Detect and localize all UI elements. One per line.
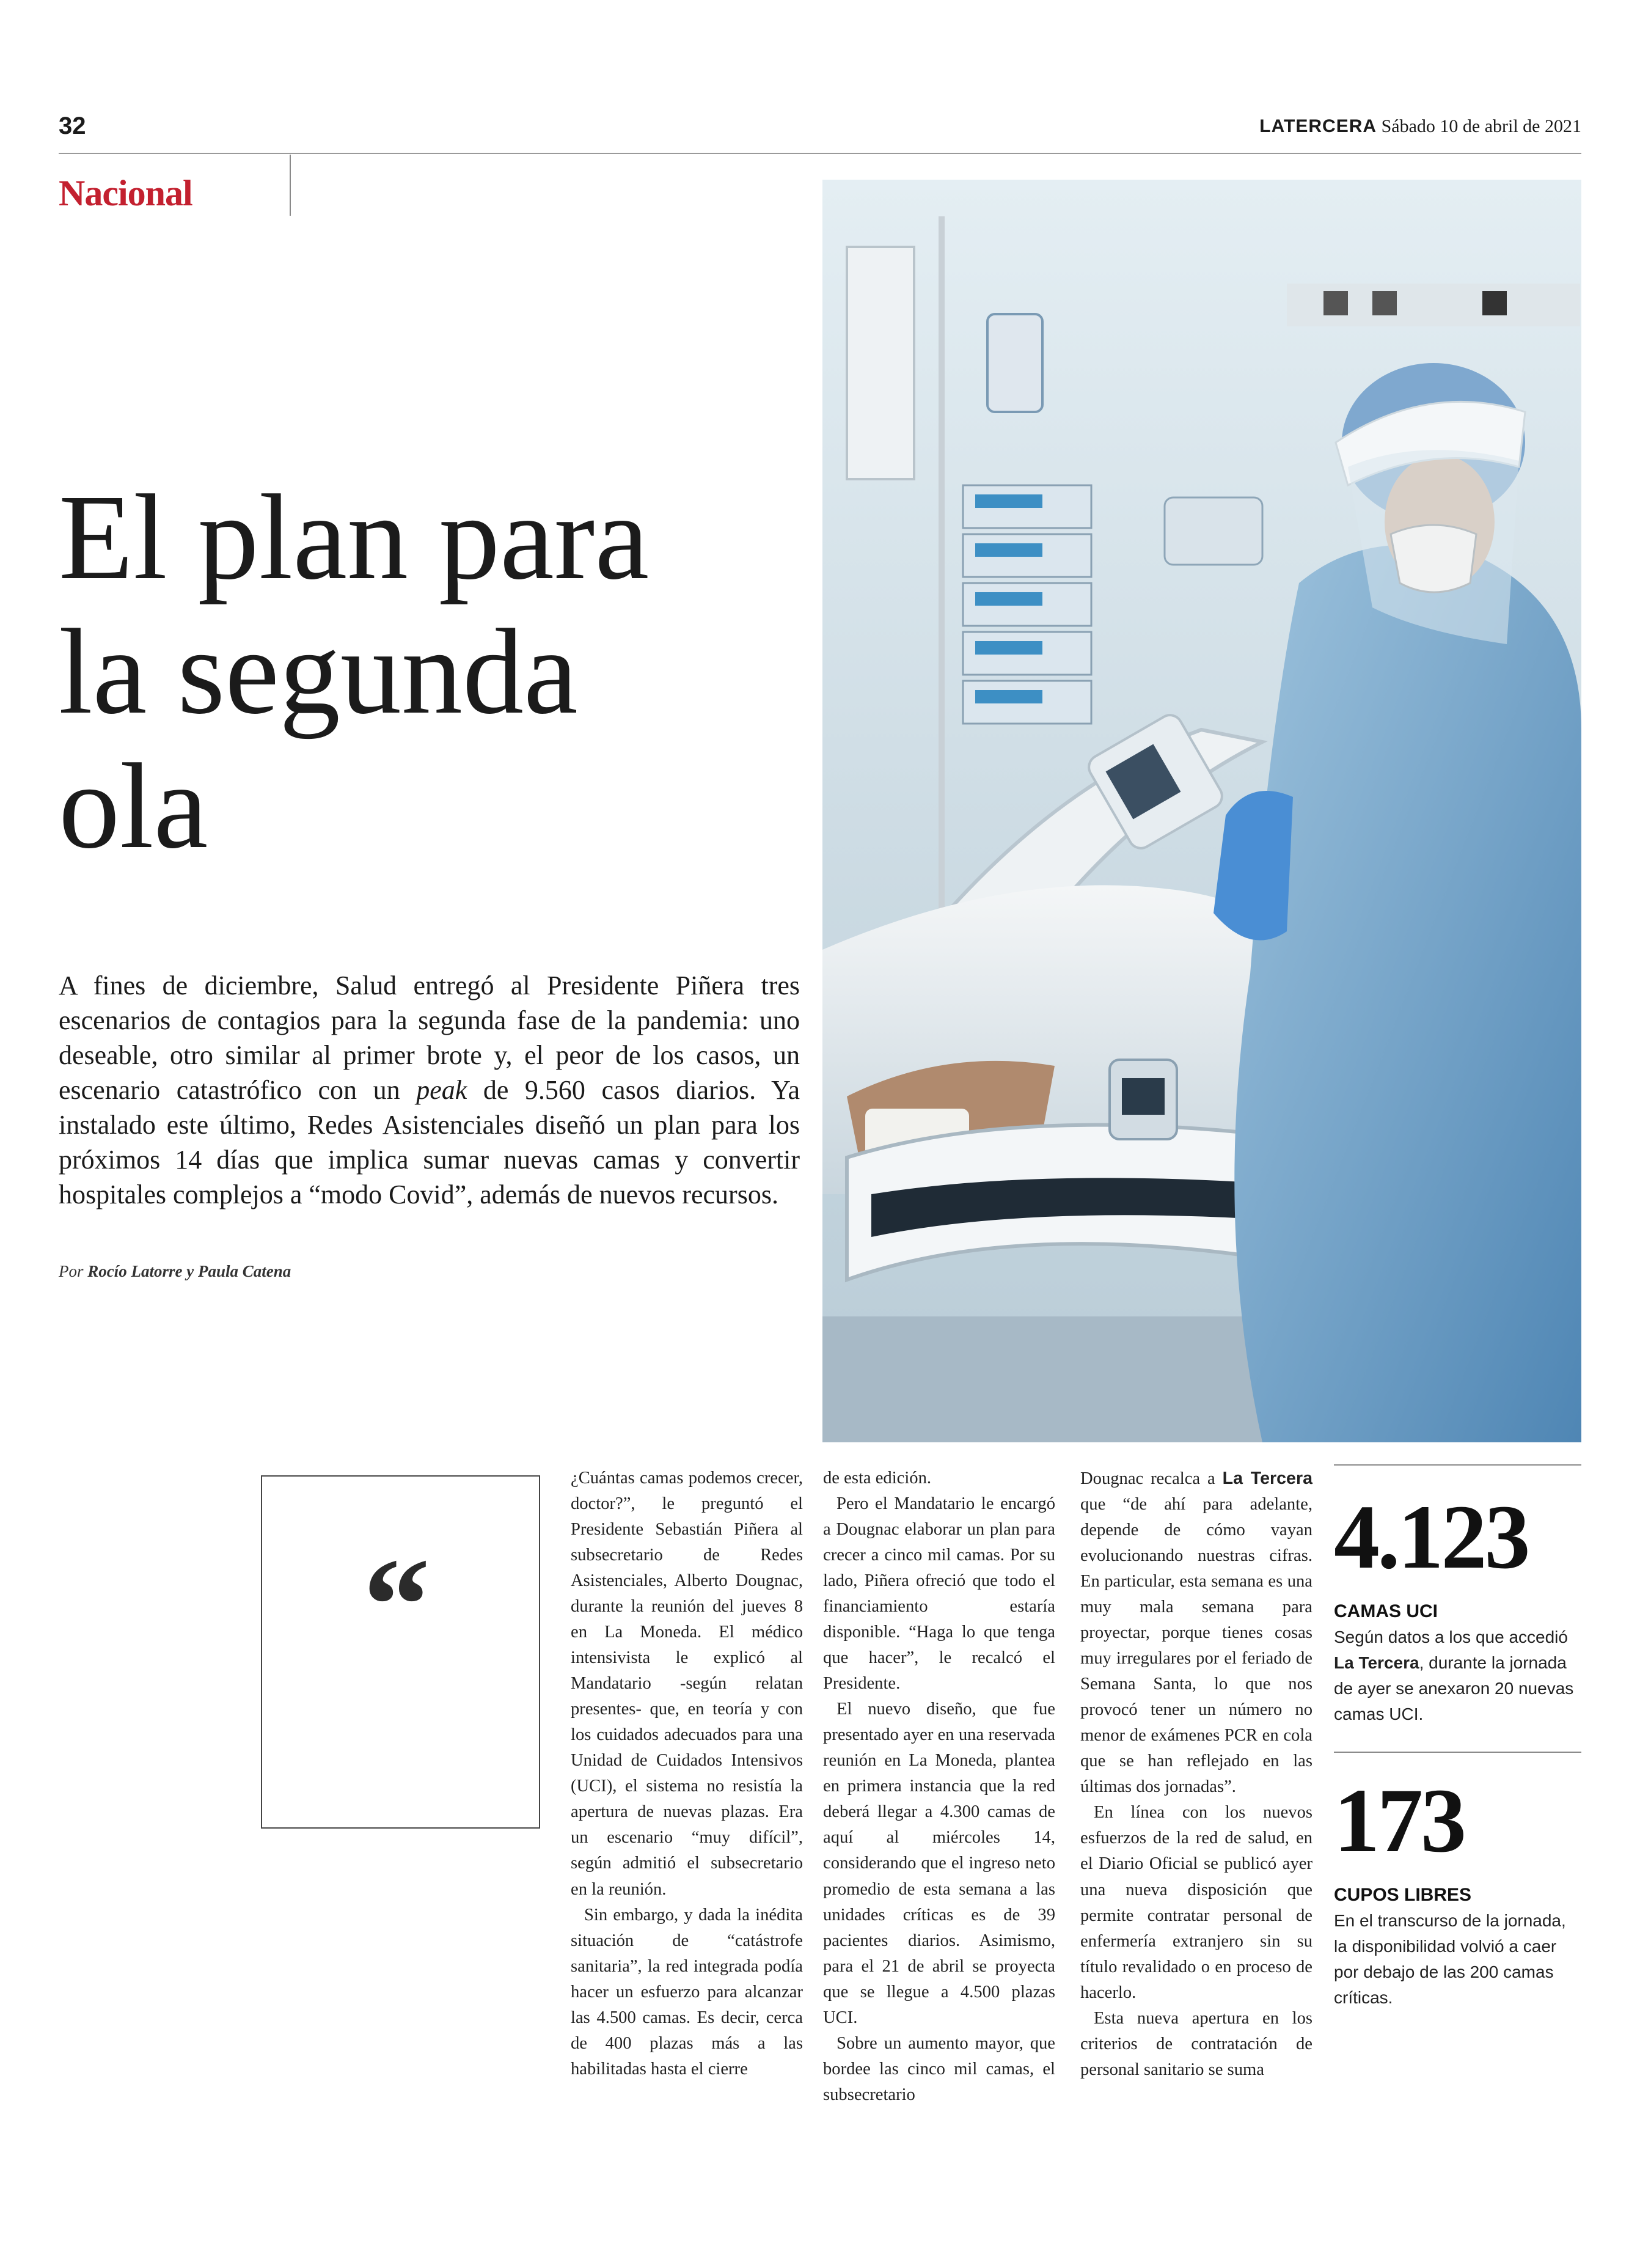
- body-paragraph: [1080, 1466, 1312, 1800]
- body-paragraph: El nuevo diseño, que fue presentado ayer en una reservada reunión en La Moneda, plantea en primera instancia que la red deberá llegar a 4.300 camas de aquí al miércoles 14, considerando que el ingreso neto promedio de esta semana a las unidades críticas es de 39 pacientes diarios. Asimismo, para el 21 de abril se proyecta que se llegue a 4.500 plazas UCI.: [823, 1700, 1055, 2027]
- masthead-brand: LATERCERA: [1259, 116, 1377, 136]
- stat-text-part: , durante la jornada de ayer se anexaron 20 nuevas camas UCI.: [1334, 1653, 1574, 1723]
- byline-prefix: Por: [59, 1262, 84, 1280]
- body-bold-name: La Tercera: [1222, 1469, 1312, 1488]
- headline-line: ola: [59, 739, 208, 874]
- page-number: 32: [59, 112, 86, 139]
- body-text: que “de ahí para adelante, depende de cómo vayan evolucionando nuestras cifras. En particular, esta semana es una muy mala semana para proyectar, porque tienes cosas muy irregulares por el feriado de Semana Santa, lo que nos provocó tener un número no menor de exámenes PCR en cola que se han reflejado en las últimas dos jornadas”.: [1080, 1495, 1312, 1797]
- masthead-date: Sábado 10 de abril de 2021: [1381, 116, 1581, 136]
- stat-number: 4.123: [1334, 1486, 1528, 1588]
- masthead: [1259, 116, 1581, 137]
- stat-text-bold: La Tercera: [1334, 1653, 1419, 1672]
- stat-text: [1334, 1624, 1581, 1727]
- body-text: Dougnac recalca a: [1080, 1469, 1223, 1488]
- pull-quote-box: [261, 1475, 540, 1829]
- body-paragraph: Sobre un aumento mayor, que bordee las cinco mil camas, el subsecretario: [823, 2033, 1055, 2104]
- body-paragraph: ¿Cuántas camas podemos crecer, doctor?”, le preguntó el Presidente Sebastián Piñera al subsecretario de Redes Asistenciales, Alberto Dougnac, durante la reunión del jueves 8 en La Moneda. El médico intensivista le explicó al Mandatario -según relatan presentes- que, en teoría y con los cuidados adecuados para una Unidad de Cuidados Intensivos (UCI), el sistema no resistía la apertura de nuevas plazas. Era un escenario “muy difícil”, según admitió el subsecretario en la reunión.: [571, 1469, 803, 1899]
- lead-italic: peak: [416, 1074, 467, 1105]
- body-paragraph: Sin embargo, y dada la inédita situación de “catástrofe sanitaria”, la red integrada podía hacer un esfuerzo para alcanzar las 4.500 camas. Es decir, cerca de 400 plazas más a las habilitadas hasta el cierre: [571, 1905, 803, 2079]
- stat-title: CUPOS LIBRES: [1334, 1885, 1472, 1905]
- stat-number: 173: [1334, 1770, 1464, 1871]
- quote-mark: “: [363, 1530, 430, 1679]
- body-paragraph: Pero el Mandatario le encargó a Dougnac elaborar un plan para crecer a cinco mil camas. Por su lado, Piñera ofreció que todo el financiamiento estaría disponible. “Haga lo que tenga que hacer”, le recalcó el Presidente.: [823, 1494, 1055, 1694]
- section-divider: [290, 155, 291, 216]
- section-label: Nacional: [59, 173, 192, 213]
- byline: [59, 1262, 291, 1281]
- stats-sidebar: [1334, 1464, 1581, 2011]
- header-rule: [59, 153, 1581, 154]
- article-photo: [822, 180, 1581, 1442]
- lead-text: A fines de diciembre, Salud entregó al Presidente Piñera tres escenarios de contagios para la segunda fase de la pandemia: uno deseable, otro similar al primer brote y, el peor de los casos, un escenario catastrófico con un: [59, 971, 800, 1105]
- body-column-1: [571, 1466, 803, 2082]
- headline: [59, 471, 816, 874]
- body-column-3: [1080, 1466, 1312, 2083]
- body-paragraph: Esta nueva apertura en los criterios de contratación de personal sanitario se suma: [1080, 2008, 1312, 2079]
- body-column-2: [823, 1466, 1055, 2108]
- headline-line: El plan para: [59, 470, 650, 605]
- body-paragraph: En línea con los nuevos esfuerzos de la red de salud, en el Diario Oficial se publicó ayer una nueva disposición que permite contratar personal de enfermería extranjero sin su título revalidado o en proceso de hacerlo.: [1080, 1803, 1312, 2002]
- stat-title: CAMAS UCI: [1334, 1601, 1438, 1621]
- stat-text-part: Según datos a los que accedió: [1334, 1628, 1568, 1646]
- icu-scene-illustration: [822, 180, 1581, 1442]
- byline-authors: Rocío Latorre y Paula Catena: [87, 1262, 291, 1280]
- stat-text: En el transcurso de la jornada, la disponibilidad volvió a caer por debajo de las 200 camas críticas.: [1334, 1911, 1566, 2007]
- lead-text: de 9.560 casos diarios. Ya instalado este último, Redes Asistenciales diseñó un plan para los próximos 14 días que implica sumar nuevas camas y convertir hospitales complejos a “modo Covid”, además de nuevos recursos.: [59, 1074, 800, 1209]
- lead-paragraph: [59, 969, 800, 1213]
- body-paragraph: de esta edición.: [823, 1469, 932, 1488]
- headline-line: la segunda: [59, 604, 578, 739]
